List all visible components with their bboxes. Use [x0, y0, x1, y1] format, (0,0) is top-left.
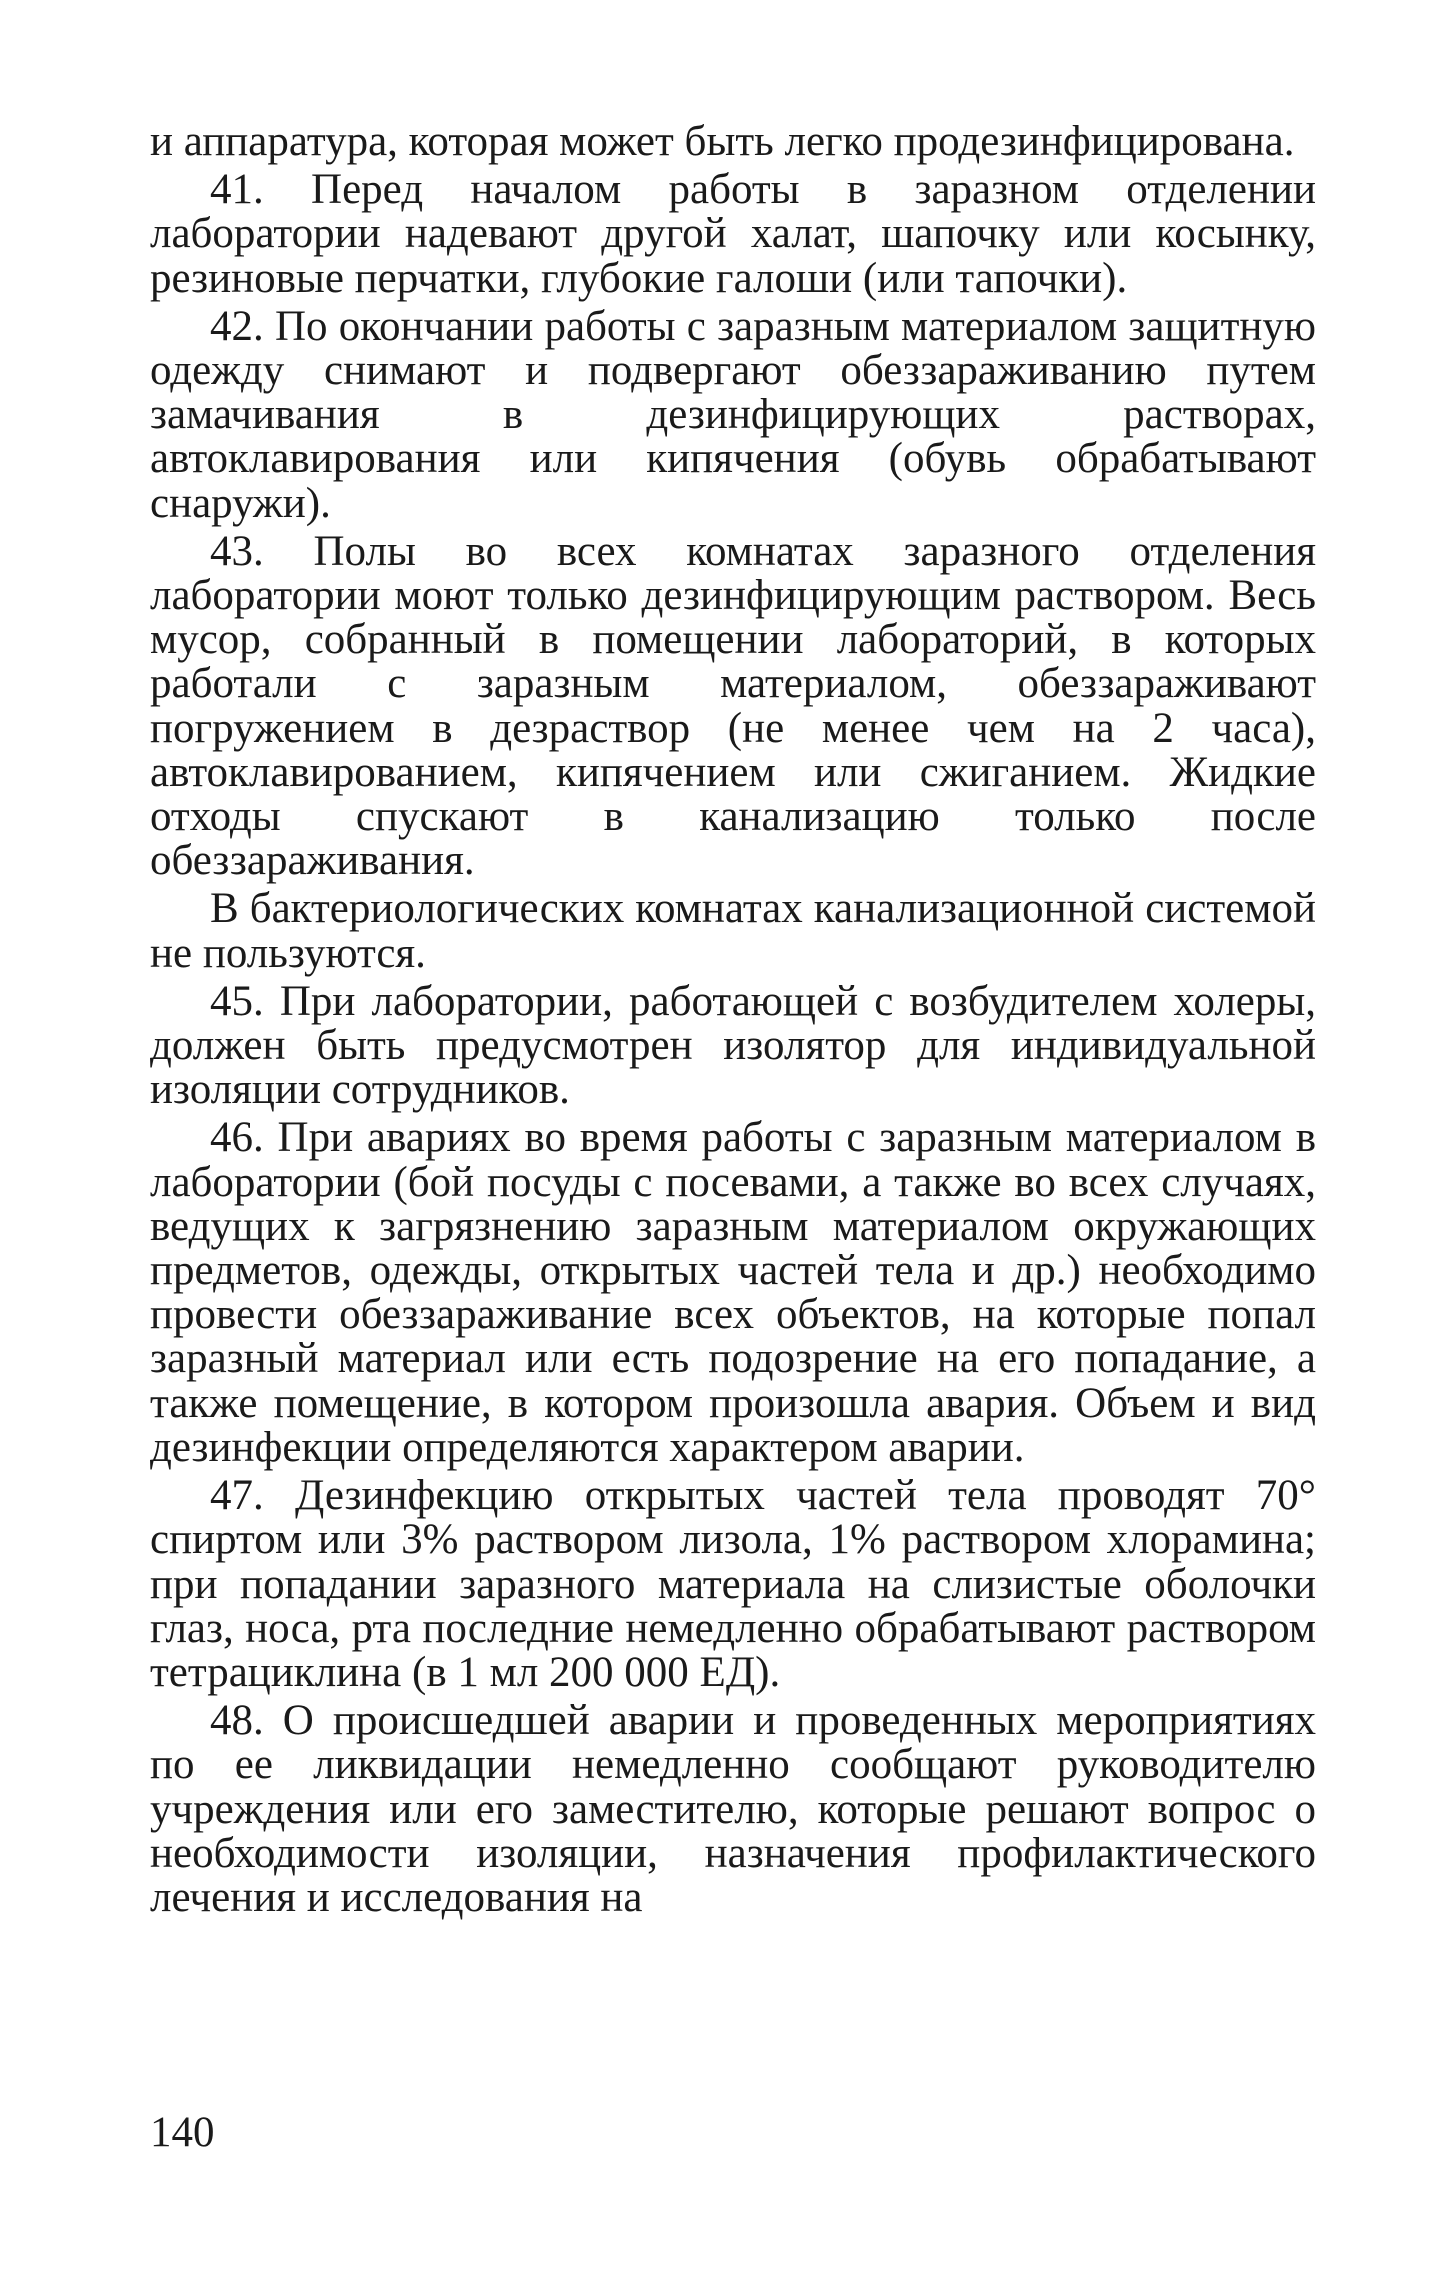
paragraph-42: 42. По окончании работы с заразным материалом защитную одежду снимают и подвергают обеззараживанию путем замачивания в дезинфицирующих растворах, автоклавирования или кипячения (обувь обрабатывают снаружи). [150, 302, 1316, 527]
paragraph-continuation: и аппаратура, которая может быть легко продезинфицирована. [150, 118, 1295, 165]
page-body [150, 120, 1316, 1924]
page-number: 140 [150, 2109, 215, 2156]
paragraph-45: 45. При лаборатории, работающей с возбудителем холеры, должен быть предусмотрен изолятор для индивидуальной изоляции сотрудников. [150, 977, 1316, 1114]
paragraph-47: 47. Дезинфекцию открытых частей тела проводят 70° спиртом или 3% раствором лизола, 1% раствором хлорамина; при попадании заразного материала на слизистые оболочки глаз, носа, рта последние немедленно обрабатывают раствором тетрациклина (в 1 мл 200 000 ЕД). [150, 1472, 1316, 1696]
paragraph-41: 41. Перед началом работы в заразном отделении лаборатории надевают другой халат, шапочку или косынку, резиновые перчатки, глубокие галоши (или тапочки). [150, 166, 1316, 302]
paragraph-sewage-note: В бактериологических комнатах канализационной системой не пользуются. [150, 885, 1316, 977]
paragraph-43: 43. Полы во всех комнатах заразного отделения лаборатории моют только дезинфицирующим раствором. Весь мусор, собранный в помещении лабораторий, в которых работали с заразным материалом, обеззараживают погружением в дезраствор (не менее чем на 2 часа), автоклавированием, кипячением или сжиганием. Жидкие отходы спускают в канализацию только после обеззараживания. [150, 527, 1316, 885]
paragraph-48: 48. О происшедшей аварии и проведенных мероприятиях по ее ликвидации немедленно сообщают руководителю учреждения или его заместителю, которые решают вопрос о необходимости изоляции, назначения профилактического лечения и исследования на [150, 1697, 1316, 1921]
paragraph-46: 46. При авариях во время работы с заразным материалом в лаборатории (бой посуды с посевами, а также во всех случаях, ведущих к загрязнению заразным материалом окружающих предметов, одежды, открытых частей тела и др.) необходимо провести обеззараживание всех объектов, на которые попал заразный материал или есть подозрение на его попадание, а также помещение, в котором произошла авария. Объем и вид дезинфекции определяются характером аварии. [150, 1114, 1316, 1471]
